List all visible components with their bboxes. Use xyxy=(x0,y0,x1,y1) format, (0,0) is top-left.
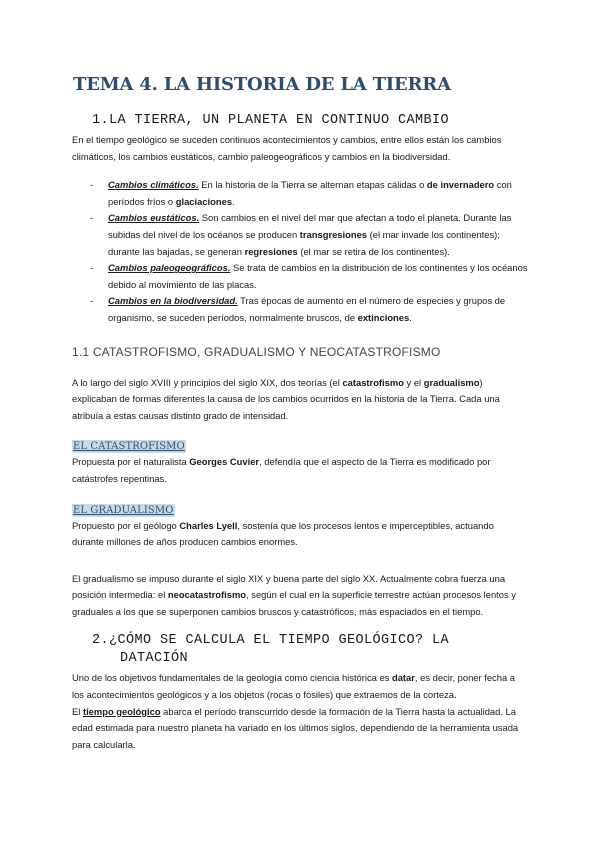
text: y el xyxy=(403,376,424,388)
bold-term: extinciones xyxy=(357,311,410,323)
text: abarca el período transcurrido desde la formación de la Tierra hasta la actualidad. La edad estimada para nuestro planeta ha variado en los últimos siglos, dependiendo de la herramienta usada para calcularla. xyxy=(72,705,519,750)
highlighted-heading: EL CATASTROFISMO xyxy=(73,441,185,453)
text: . xyxy=(409,311,412,323)
section-1-1-heading: 1.1 CATASTROFISMO, GRADUALISMO Y NEOCATASTROFISMO xyxy=(72,344,441,359)
catastrofismo-heading xyxy=(72,436,528,454)
text: A lo largo del siglo XVIII y principios del siglo XIX, dos teorías (el xyxy=(72,376,343,388)
text: , es decir, poner fecha a los acontecimientos geológicos y a los objetos (rocas o fósiles) que extraemos de la corteza. xyxy=(72,672,515,701)
bold-term: transgresiones xyxy=(299,228,368,240)
text: con períodos fríos o xyxy=(108,179,512,207)
person-name: Charles Lyell xyxy=(179,519,238,531)
text: , sostenía que los procesos lentos e imperceptibles, actuando durante millones de años producen cambios enormes. xyxy=(72,519,494,548)
gradualismo-heading xyxy=(72,500,528,518)
gradualismo-text xyxy=(72,518,528,551)
section-1-1-intro xyxy=(72,375,528,425)
bold-term: tiempo geológico xyxy=(82,705,161,717)
bold-term: regresiones xyxy=(244,245,298,257)
section-1-intro: En el tiempo geológico se suceden continuos acontecimientos y cambios, entre ellos están los cambios climáticos, los cambios eustáticos, cambio paleogeográficos y cambios en la biodiversidad. xyxy=(72,134,502,162)
text: El xyxy=(72,705,83,717)
person-name: Georges Cuvier xyxy=(189,456,260,468)
bold-term: gradualismo xyxy=(423,376,480,388)
text: En la historia de la Tierra se alternan etapas cálidas o xyxy=(198,179,427,191)
text: , según el cual en la superficie terrestre actúan procesos lentos y graduales a los que se superponen cambios bruscos y catastróficos, más espaciados en el tiempo. xyxy=(72,589,516,617)
text: Se trata de cambios en la distribución de los continentes y los océanos debido al movimiento de las placas. xyxy=(108,262,528,290)
text: Propuesta por el naturalista xyxy=(72,456,190,468)
text: , defendía que el aspecto de la Tierra es modificado por catástrofes repentinas. xyxy=(72,456,491,484)
list-item xyxy=(90,293,528,326)
heading-line: 2.¿CÓMO SE CALCULA EL TIEMPO GEOLÓGICO? LA xyxy=(92,633,450,649)
term: Cambios eustáticos. xyxy=(108,212,200,224)
neocatastrofismo-text xyxy=(72,571,528,621)
text: Propuesto por el geólogo xyxy=(72,519,180,531)
list-item xyxy=(90,260,528,293)
highlighted-heading: EL GRADUALISMO xyxy=(73,504,174,516)
term: Cambios climáticos. xyxy=(108,179,199,191)
term: Cambios en la biodiversidad. xyxy=(108,295,238,307)
bold-term: neocatastrofismo xyxy=(167,589,247,601)
bold-term: de invernadero xyxy=(426,179,495,191)
bold-term: glaciaciones xyxy=(175,195,233,207)
list-item xyxy=(90,177,528,210)
text: . xyxy=(232,195,235,207)
text: El gradualismo se impuso durante el siglo XIX y buena parte del siglo XX. Actualmente cobra fuerza una posición intermedia: el xyxy=(72,572,506,601)
text: Tras épocas de aumento en el número de especies y grupos de organismo, se suceden períodos, normalmente bruscos, de xyxy=(108,295,506,323)
catastrofismo-text xyxy=(72,454,528,487)
text: Uno de los objetivos fundamentales de la geología como ciencia histórica es xyxy=(72,672,392,684)
text: ) explicaban de formas diferentes la causa de los cambios ocurridos en la historia de la Tierra. Cada una atribuía a estas causas distinto grado de intensidad. xyxy=(72,376,500,421)
term: Cambios paleogeográficos. xyxy=(108,262,231,274)
text: (el mar invade los continentes); durante las bajadas, se generan xyxy=(108,228,500,257)
text: (el mar se retira de los continentes). xyxy=(297,245,450,257)
bold-term: datar xyxy=(391,672,415,684)
heading-line: DATACIÓN xyxy=(120,651,189,667)
section-2-p2 xyxy=(72,704,528,754)
section-2-heading xyxy=(92,632,528,668)
text: Son cambios en el nivel del mar que afectan a todo el planeta. Durante las subidas del nivel de los océanos se producen xyxy=(108,212,512,240)
list-item xyxy=(90,210,528,260)
changes-list xyxy=(72,177,528,326)
bold-term: catastrofismo xyxy=(342,376,404,388)
section-2-p1 xyxy=(72,670,528,703)
document-title: TEMA 4. LA HISTORIA DE LA TIERRA xyxy=(73,74,451,95)
section-1-heading: 1.LA TIERRA, UN PLANETA EN CONTINUO CAMBIO xyxy=(92,113,450,128)
